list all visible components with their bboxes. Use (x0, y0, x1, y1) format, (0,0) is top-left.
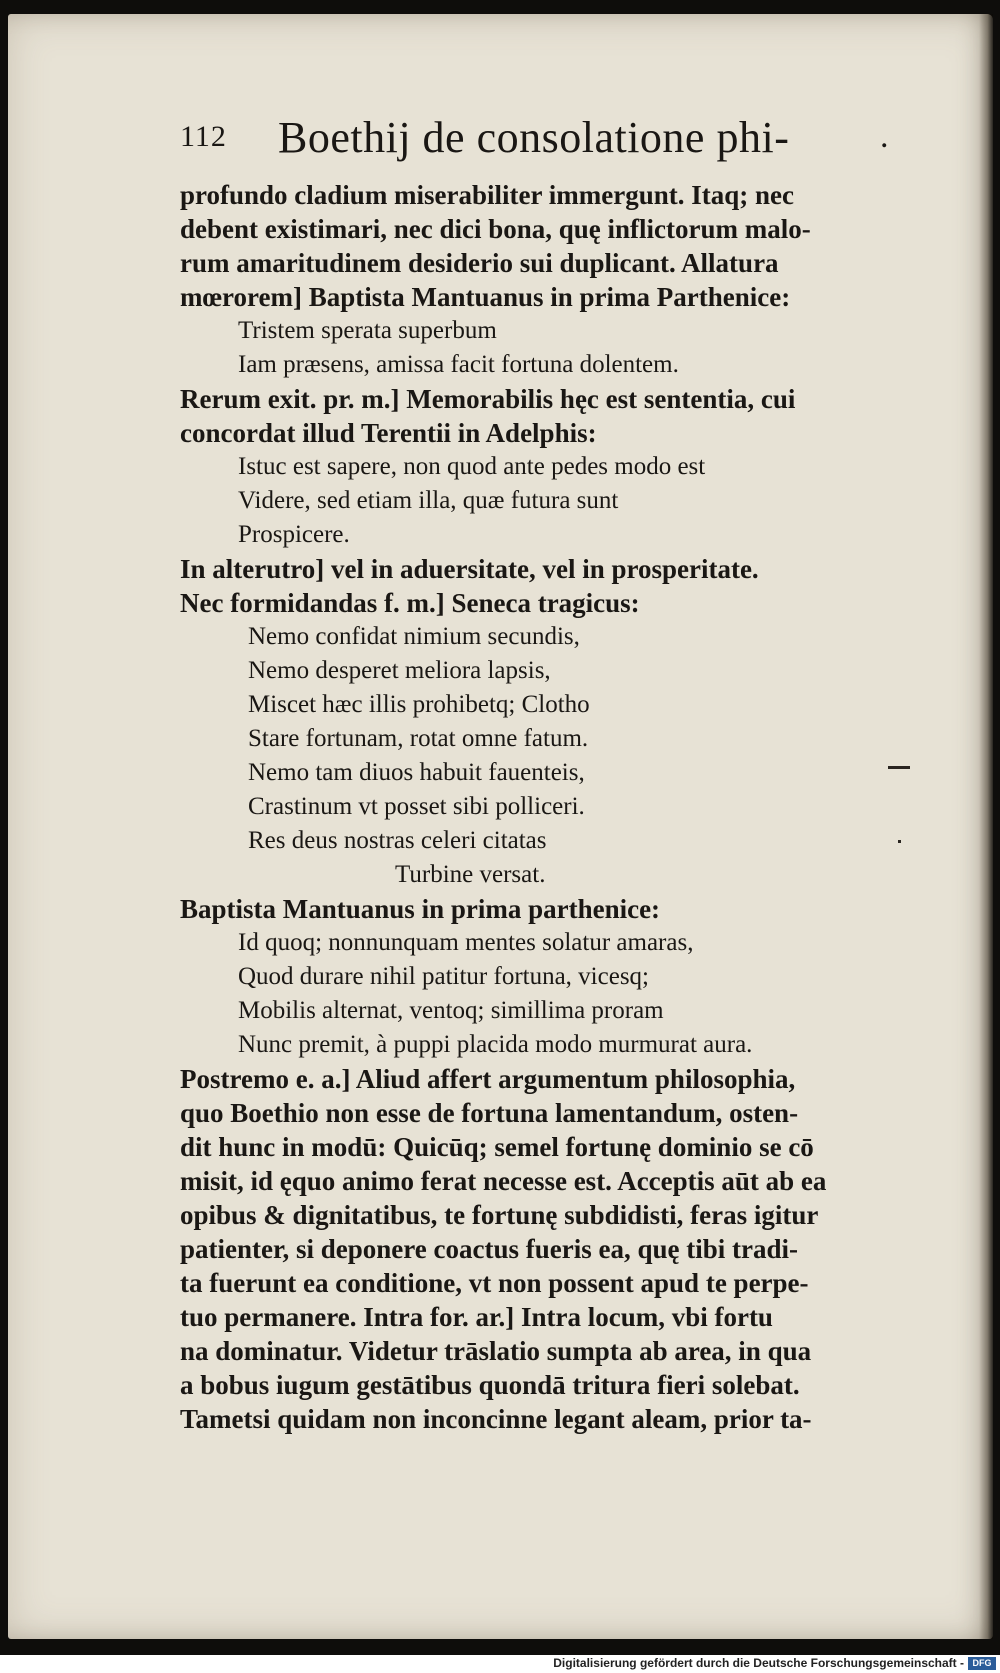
page-edge-shadow (979, 14, 993, 1639)
footer-bar (0, 1655, 1000, 1673)
running-head-mark: . (880, 118, 889, 155)
margin-speck (898, 840, 901, 843)
verse-line: Videre, sed etiam illa, quæ futura sunt (238, 487, 619, 514)
body-text (180, 178, 900, 1436)
prose-line: quo Boethio non esse de fortuna lamentandum, osten- (180, 1098, 799, 1128)
text-block (180, 112, 900, 1436)
prose-line: na dominatur. Videtur trāslatio sumpta ab area, in qua (180, 1336, 812, 1366)
prose-line: concordat illud Terentii in Adelphis: (180, 418, 597, 448)
prose-line: In alterutro] vel in aduersitate, vel in prosperitate. (180, 554, 759, 584)
prose-line: patienter, si deponere coactus fueris ea, quę tibi tradi- (180, 1234, 798, 1264)
verse-line: Id quoq; nonnunquam mentes solatur amaras, (238, 929, 694, 956)
footer-credit: Digitalisierung gefördert durch die Deutsche Forschungsgemeinschaft - (553, 1656, 964, 1670)
page-number: 112 (180, 120, 227, 153)
dfg-logo: DFG (968, 1657, 996, 1670)
prose-line: mœrorem] Baptista Mantuanus in prima Parthenice: (180, 282, 791, 312)
prose-line: opibus & dignitatibus, te fortunę subdidisti, feras igitur (180, 1200, 819, 1230)
prose-line: Rerum exit. pr. m.] Memorabilis hęc est sententia, cui (180, 384, 796, 414)
verse-line: Nunc premit, à puppi placida modo murmurat aura. (238, 1031, 753, 1058)
prose-line: tuo permanere. Intra for. ar.] Intra locum, vbi fortu (180, 1302, 773, 1332)
verse-line: Nemo confidat nimium secundis, (248, 623, 580, 650)
verse-line: Iam præsens, amissa facit fortuna dolentem. (238, 351, 679, 378)
verse-line: Nemo tam diuos habuit fauenteis, (248, 759, 585, 786)
prose-line: a bobus iugum gestātibus quondā tritura fieri solebat. (180, 1370, 800, 1400)
prose-line: debent existimari, nec dici bona, quę inflictorum malo- (180, 214, 811, 244)
verse-line: Stare fortunam, rotat omne fatum. (248, 725, 589, 752)
running-head-title: Boethij de consolatione phi- (278, 113, 790, 162)
prose-line: rum amaritudinem desiderio sui duplicant. Allatura (180, 248, 779, 278)
running-head (180, 112, 900, 174)
verse-line: Mobilis alternat, ventoq; simillima proram (238, 997, 664, 1024)
prose-line: Tametsi quidam non inconcinne legant aleam, prior ta- (180, 1404, 812, 1434)
prose-line: profundo cladium miserabiliter immergunt. Itaq; nec (180, 180, 794, 210)
prose-line: ta fuerunt ea conditione, vt non possent apud te perpe- (180, 1268, 809, 1298)
verse-line: Turbine versat. (395, 861, 546, 888)
verse-line: Istuc est sapere, non quod ante pedes modo est (238, 453, 706, 480)
verse-line: Quod durare nihil patitur fortuna, vicesq; (238, 963, 649, 990)
verse-line: Prospicere. (238, 521, 350, 548)
verse-line: Res deus nostras celeri citatas (248, 827, 547, 854)
verse-line: Nemo desperet meliora lapsis, (248, 657, 551, 684)
prose-line: dit hunc in modū: Quicūq; semel fortunę dominio se cō (180, 1132, 814, 1162)
verse-line: Tristem sperata superbum (238, 317, 497, 344)
verse-line: Crastinum vt posset sibi polliceri. (248, 793, 585, 820)
prose-line: Postremo e. a.] Aliud affert argumentum philosophia, (180, 1064, 796, 1094)
verse-line: Miscet hæc illis prohibetq; Clotho (248, 691, 590, 718)
prose-line: misit, id ęquo animo ferat necesse est. Acceptis aūt ab ea (180, 1166, 827, 1196)
prose-line: Baptista Mantuanus in prima parthenice: (180, 894, 661, 924)
prose-line: Nec formidandas f. m.] Seneca tragicus: (180, 588, 640, 618)
margin-mark (888, 766, 910, 769)
